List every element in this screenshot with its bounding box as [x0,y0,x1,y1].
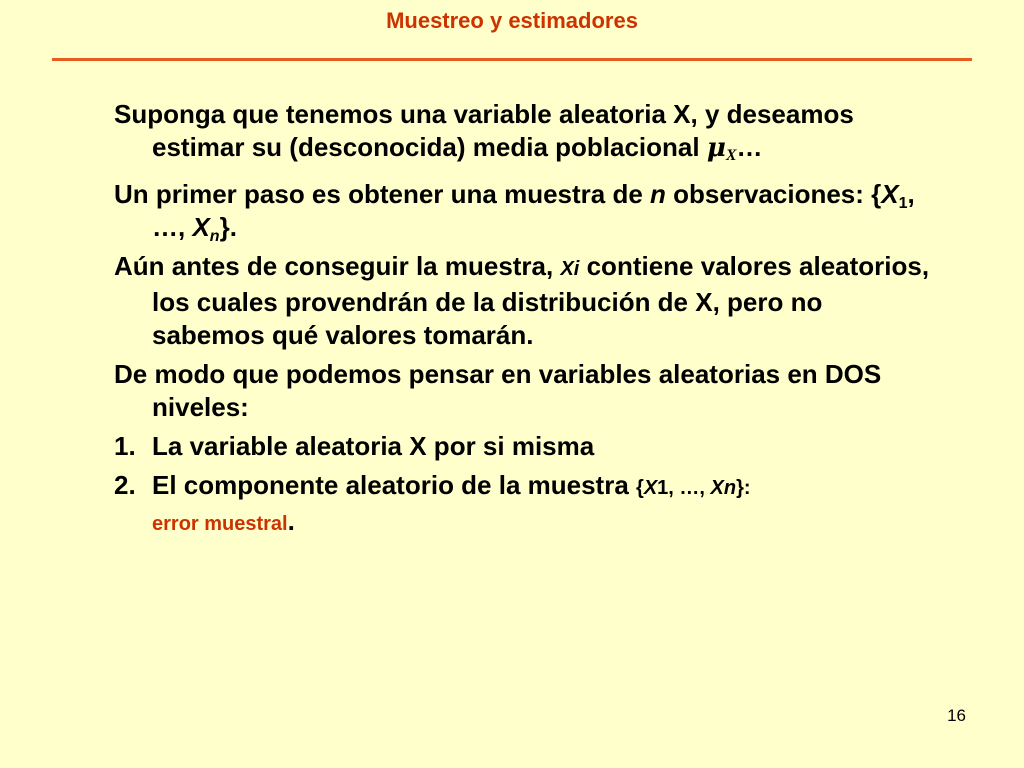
ellipsis: … [736,132,763,162]
title-divider [52,58,972,61]
mu-subscript: X [725,147,737,164]
x1-variable: X [881,179,899,209]
paragraph-text-continued: observaciones: { [665,179,882,209]
open-brace: { [636,477,644,499]
error-term: error muestral [152,513,288,535]
paragraph-text: Suponga que tenemos una variable aleatoria X, y deseamos estimar su (desconocida) media poblacional [114,99,854,162]
paragraph-before-sampling [114,250,934,352]
list-item-1 [114,430,934,463]
list-item-text: El componente aleatorio de la muestra [152,470,637,500]
xn-subscript: n [209,228,220,245]
slide-content [114,98,934,547]
n-variable: n [650,179,666,209]
list-item-2 [114,469,934,541]
paragraph-random-variable [114,98,934,172]
xi-variable: Xi [560,258,580,280]
paragraph-text: De modo que podemos pensar en variables aleatorias en DOS niveles: [114,359,882,422]
period: . [287,506,295,536]
separator: , …, [668,477,711,499]
separator: , …, [152,179,915,242]
paragraph-two-levels [114,358,934,424]
list-number: 1. [114,431,136,461]
xn-variable: X [192,212,210,242]
list-item-text: La variable aleatoria X por si misma [152,431,595,461]
paragraph-sample [114,178,934,244]
x1-subscript: 1 [657,477,669,499]
xn-variable: Xn [710,477,737,499]
list-number: 2. [114,470,136,500]
paragraph-text: Aún antes de conseguir la muestra, [114,251,561,281]
closing-brace: }. [219,212,237,242]
mu-symbol: μ [706,133,726,163]
x1-subscript: 1 [898,195,908,212]
closing-brace: }: [736,477,751,499]
paragraph-text-continued: contiene valores aleatorios, los cuales provendrán de la distribución de X, pero no sabemos qué valores tomarán. [152,251,930,350]
page-number: 16 [947,706,966,725]
slide-title: Muestreo y estimadores [386,8,638,33]
paragraph-text: Un primer paso es obtener una muestra de [114,179,651,209]
x1-variable: X [643,477,658,499]
